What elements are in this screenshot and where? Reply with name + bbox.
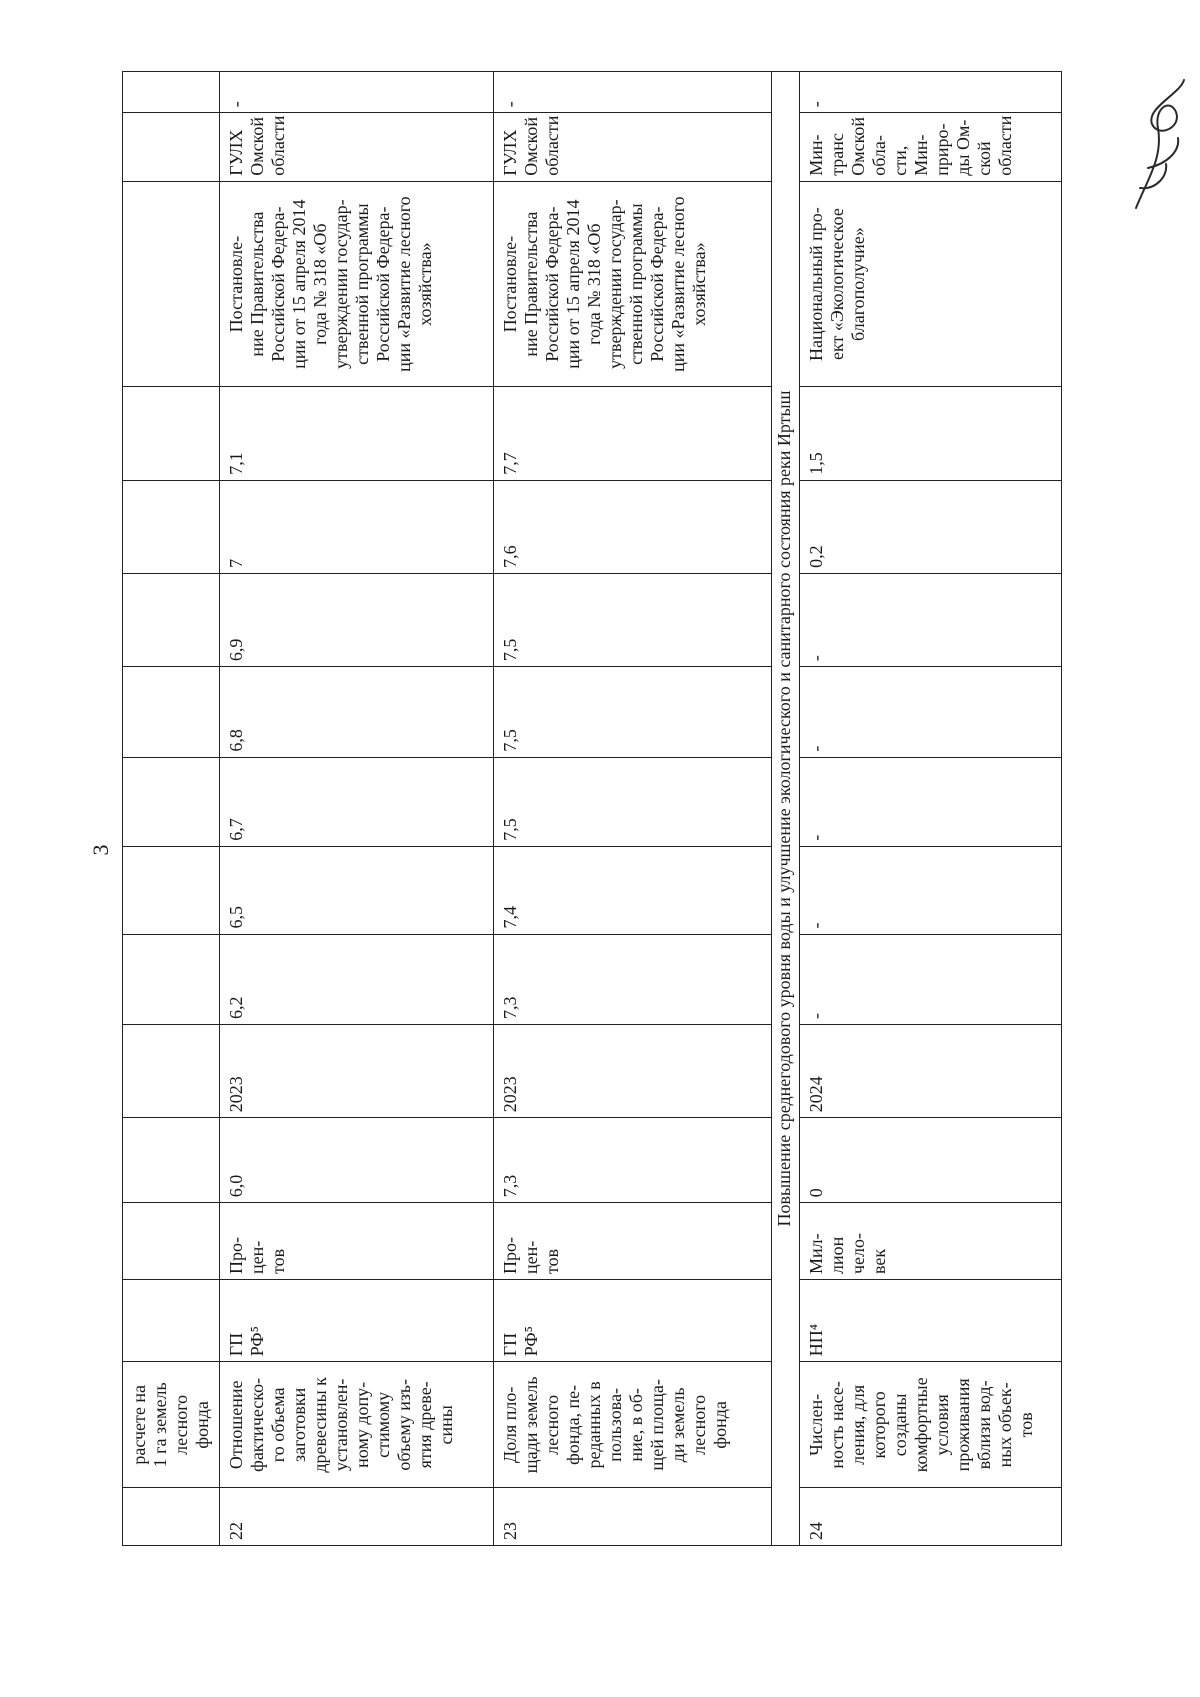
table-cell [123,72,220,113]
indicators-table-rotated [122,71,1062,1546]
value-cell: 0,2 [800,480,1062,573]
section-title: Повышение среднегодового уровня воды и улучшение экологического и санитарного состояния реки Иртыш [772,72,800,1546]
row-number: 22 [220,1488,494,1546]
last-cell: - [800,72,1062,113]
table-cell [123,113,220,182]
table-cell [123,1118,220,1203]
indicator-name: Отношение фактическо- го объема заготовки древесины к установлен- ному допу- стимому объему изъ- ятия древе- сины [220,1362,494,1488]
table-row [494,72,772,1546]
source-code: НП⁴ [800,1280,1062,1362]
section-row [772,72,800,1546]
responsible-body: Мин- транс Омской обла- сти, Мин- приро- ды Ом- ской области [800,113,1062,182]
row-number: 24 [800,1488,1062,1546]
value-cell: 1,5 [800,387,1062,480]
table-cell [123,573,220,666]
value-cell: - [800,573,1062,666]
table-cell [123,846,220,934]
indicator-name: Числен- ность насе- ления, для которого созданы комфортные условия проживания вблизи вод- ных объек- тов [800,1362,1062,1488]
table-cell [123,480,220,573]
value-cell: 6,9 [220,573,494,666]
value-cell: 7,7 [494,387,772,480]
base-value: 0 [800,1118,1062,1203]
page-number: 3 [88,844,113,856]
table-cell [123,387,220,480]
value-cell: 6,8 [220,667,494,757]
source-code: ГП РФ⁵ [494,1280,772,1362]
indicator-name: Доля пло- щади земель лесного фонда, пе- реданных в пользова- ние, в об- щей площа- ди земель лесного фонда [494,1362,772,1488]
table-cell [123,1025,220,1118]
source-code: ГП РФ⁵ [220,1280,494,1362]
base-value: 7,3 [494,1118,772,1203]
value-cell: 7,6 [494,480,772,573]
table-row [800,72,1062,1546]
signature-icon [1118,68,1198,228]
table-cell: расчете на 1 га земель лесного фонда [123,1362,220,1488]
row-number: 23 [494,1488,772,1546]
unit: Про- цен- тов [220,1203,494,1280]
responsible-body: ГУЛХ Омской области [220,113,494,182]
legal-document: Национальный про- ект «Экологическое благополучие» [800,181,1062,387]
responsible-body: ГУЛХ Омской области [494,113,772,182]
table-row [220,72,494,1546]
table-cell [123,1280,220,1362]
value-cell: - [800,757,1062,846]
value-cell: 7,5 [494,757,772,846]
table-cell [123,757,220,846]
value-cell: 7 [220,480,494,573]
value-cell: 7,4 [494,846,772,934]
legal-document: Постановле- ние Правительства Российской Федера- ции от 15 апреля 2014 года № 318 «Об утверждении государ- ственной программы Российской Федера- ции «Развитие лесного хозяйства» [220,181,494,387]
last-cell: - [220,72,494,113]
table-cell [123,934,220,1024]
base-value: 6,0 [220,1118,494,1203]
table-cell [123,1488,220,1546]
value-cell: - [800,934,1062,1024]
table-cell [123,181,220,387]
value-cell: 6,5 [220,846,494,934]
last-cell: - [494,72,772,113]
table-header-row [123,72,220,1546]
legal-document: Постановле- ние Правительства Российской Федера- ции от 15 апреля 2014 года № 318 «Об утверждении государ- ственной программы Российской Федера- ции «Развитие лесного хозяйства» [494,181,772,387]
value-cell: 7,5 [494,573,772,666]
table-cell [123,667,220,757]
value-cell: 7,3 [494,934,772,1024]
value-cell: 7,5 [494,667,772,757]
value-cell: - [800,846,1062,934]
base-year: 2023 [220,1025,494,1118]
value-cell: - [800,667,1062,757]
base-year: 2023 [494,1025,772,1118]
value-cell: 7,1 [220,387,494,480]
value-cell: 6,7 [220,757,494,846]
unit: Про- цен- тов [494,1203,772,1280]
unit: Мил- лион чело- век [800,1203,1062,1280]
value-cell: 6,2 [220,934,494,1024]
base-year: 2024 [800,1025,1062,1118]
indicators-table [122,71,1062,1546]
table-cell [123,1203,220,1280]
